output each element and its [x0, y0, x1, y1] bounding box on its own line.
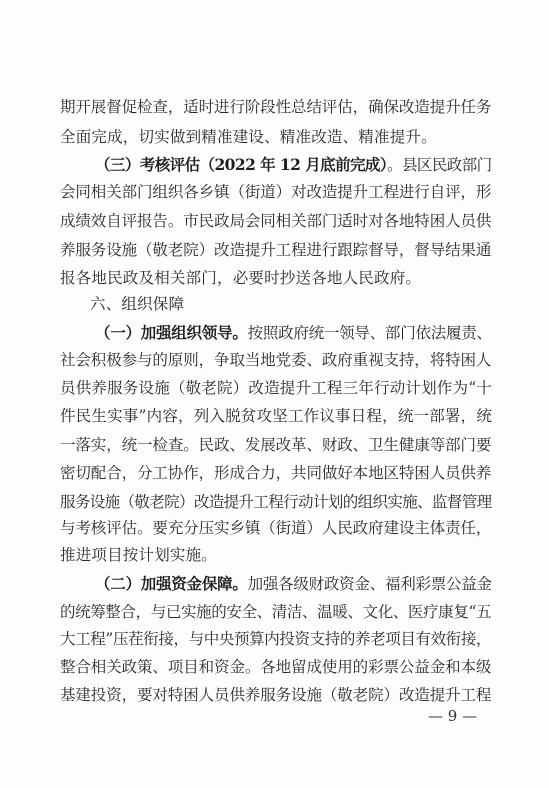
text-line	[60, 206, 491, 236]
body-text: 成绩效自评报告。市民政局会同相关部门适时对各地特困人员供	[60, 212, 492, 230]
body-text: 全面完成，切实做到精准建设、精准改造、精准提升。	[60, 128, 437, 146]
text-line	[60, 373, 492, 403]
body-text: 大工程”压茬衔接，与中央预算内投资支持的养老项目有效衔接，	[60, 630, 492, 648]
text-line	[95, 318, 492, 348]
text-line	[60, 458, 491, 488]
text-line	[60, 652, 491, 682]
text-line	[60, 513, 491, 543]
text-line	[60, 401, 492, 431]
body-text: 员供养服务设施（敬老院）改造提升工程三年行动计划作为“十	[60, 379, 493, 397]
text-line	[60, 122, 437, 152]
body-text: 期开展督促检查，适时进行阶段性总结评估，确保改造提升任务	[60, 98, 492, 116]
text-line	[60, 680, 491, 710]
text-line	[60, 624, 491, 654]
text-line	[60, 540, 217, 570]
text-line	[95, 150, 492, 180]
body-text: 按照政府统一领导、部门依法履责、	[247, 324, 492, 342]
page-number: — 9 —	[428, 707, 478, 725]
body-text: 加强各级财政资金、福利彩票公益金	[247, 575, 492, 593]
body-text: 件民生实事”内容，列入脱贫攻坚工作议事日程，统一部署，统	[60, 407, 493, 425]
text-line	[60, 235, 491, 265]
bold-heading-text: （三）考核评估（2022 年 12 月底前完成）	[95, 155, 388, 174]
body-text: 与考核评估。要充分压实乡镇（街道）人民政府建设主体责任，	[60, 519, 492, 537]
bold-heading-text: （一）加强组织领导。	[95, 323, 248, 342]
body-text: 报各地民政及相关部门，必要时抄送各地人民政府。	[60, 269, 422, 287]
text-line	[90, 289, 184, 319]
body-text: 密切配合，分工协作，形成合力，共同做好本地区特困人员供养	[60, 464, 492, 482]
body-text: 基建投资，要对特困人员供养服务设施（敬老院）改造提升工程	[60, 686, 492, 704]
body-text: 。县区民政部门	[387, 156, 492, 174]
text-line	[60, 177, 491, 207]
text-line	[60, 430, 491, 460]
text-line	[60, 92, 491, 122]
body-text: 会同相关部门组织各乡镇（街道）对改造提升工程进行自评，形	[60, 183, 492, 201]
body-text: 六、组织保障	[90, 295, 185, 313]
text-line	[60, 345, 491, 375]
text-line	[95, 569, 492, 599]
body-text: 推进项目按计划实施。	[60, 546, 218, 564]
body-text: 养服务设施（敬老院）改造提升工程进行跟踪督导，督导结果通	[60, 241, 492, 259]
body-text: 社会积极参与的原则，争取当地党委、政府重视支持，将特困人	[60, 351, 492, 369]
bold-heading-text: （二）加强资金保障。	[95, 574, 248, 593]
body-text: 的统筹整合，与已实施的安全、清洁、温暖、文化、医疗康复“五	[60, 603, 492, 621]
body-text: 一落实，统一检查。民政、发展改革、财政、卫生健康等部门要	[60, 436, 492, 454]
body-text: 整合相关政策、项目和资金。各地留成使用的彩票公益金和本级	[60, 658, 492, 676]
text-line	[60, 597, 491, 627]
body-text: 服务设施（敬老院）改造提升工程行动计划的组织实施、监督管理	[60, 493, 492, 511]
